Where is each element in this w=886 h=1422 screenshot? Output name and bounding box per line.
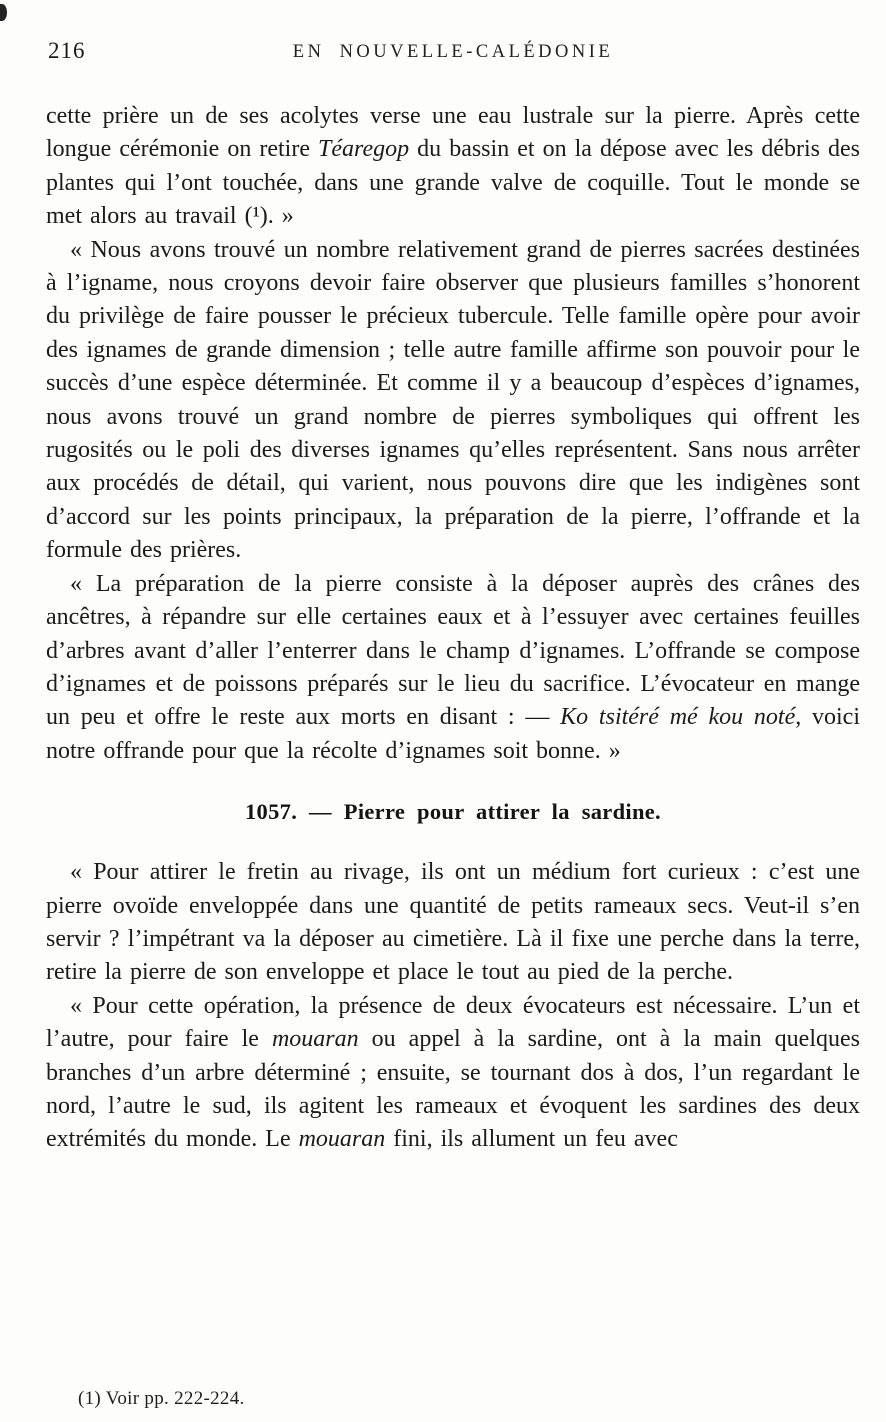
text-run: ou appel à la sardine, ont à la main quelques branches d’un arbre déterminé ; ensuite, se tournant dos à dos, l’un regardant le nord, l’autre le sud, ils agitent les rameaux et évoquent les sardines des deux extrémités du monde. Le [46,1026,860,1153]
paragraph [46,568,860,768]
paragraph [46,100,860,234]
body-text [46,100,860,1157]
page-header [46,36,860,68]
paragraph [46,990,860,1157]
text-run: « La préparation de la pierre consiste à la déposer auprès des crânes des ancêtres, à répandre sur elle certaines eaux et à l’essuyer avec certaines feuilles d’arbres avant d’aller l’enterrer dans le champ d’ignames. L’offrande se compose d’ignames et de poissons préparés sur le lieu du sacrifice. L’évocateur en mange un peu et offre le reste aux morts en disant : — [46,570,860,731]
text-run: « Pour attirer le fretin au rivage, ils ont un médium fort curieux : c’est une pierre ovoïde enveloppée dans une quantité de petits rameaux secs. Veut-il s’en servir ? l’impétrant va la déposer au cimetière. Là il fixe une perche dans la terre, retire la pierre de son enveloppe et place le tout au pied de la perche. [46,859,860,986]
text-run: cette prière un de ses acolytes verse une eau lustrale sur la pierre. Après cette longue cérémonie on retire [46,103,860,163]
text-run-italic: Ko tsitéré mé kou noté [560,704,796,731]
text-run: , voici notre offrande pour que la récolte d’ignames soit bonne. » [46,704,860,764]
footnote: (1) Voir pp. 222-224. [78,1388,245,1409]
running-title: EN NOUVELLE-CALÉDONIE [292,42,614,62]
scan-artifact [0,4,7,21]
text-run: fini, ils allument un feu avec [385,1126,678,1153]
text-run-italic: Téaregop [318,136,410,163]
text-run-italic: mouaran [298,1126,386,1153]
section-heading: 1057. — Pierre pour attirer la sardine. [245,799,661,825]
text-run: du bassin et on la dépose avec les débris des plantes qui l’ont touchée, dans une grande valve de coquille. Tout le monde se met alors au travail (¹). » [46,136,860,230]
page-number: 216 [48,38,86,63]
paragraph [46,234,860,568]
paragraph [46,856,860,990]
text-run: « Nous avons trouvé un nombre relativement grand de pierres sacrées destinées à l’igname, nous croyons devoir faire observer que plusieurs familles s’honorent du privilège de faire pousser le précieux tubercule. Telle famille opère pour avoir des ignames de grande dimension ; telle autre famille affirme son pouvoir pour le succès d’une espèce déterminée. Et comme il y a beaucoup d’espèces d’ignames, nous avons trouvé un grand nombre de pierres symboliques qui offrent les rugosités ou le poli des diverses ignames qu’elles représentent. Sans nous arrêter aux procédés de détail, qui varient, nous pouvons dire que les indigènes sont d’accord sur les points principaux, la préparation de la pierre, l’offrande et la formule des prières. [46,236,860,564]
text-run-italic: mouaran [271,1026,359,1053]
text-run: « Pour cette opération, la présence de deux évocateurs est nécessaire. L’un et l’autre, pour faire le [46,992,860,1053]
